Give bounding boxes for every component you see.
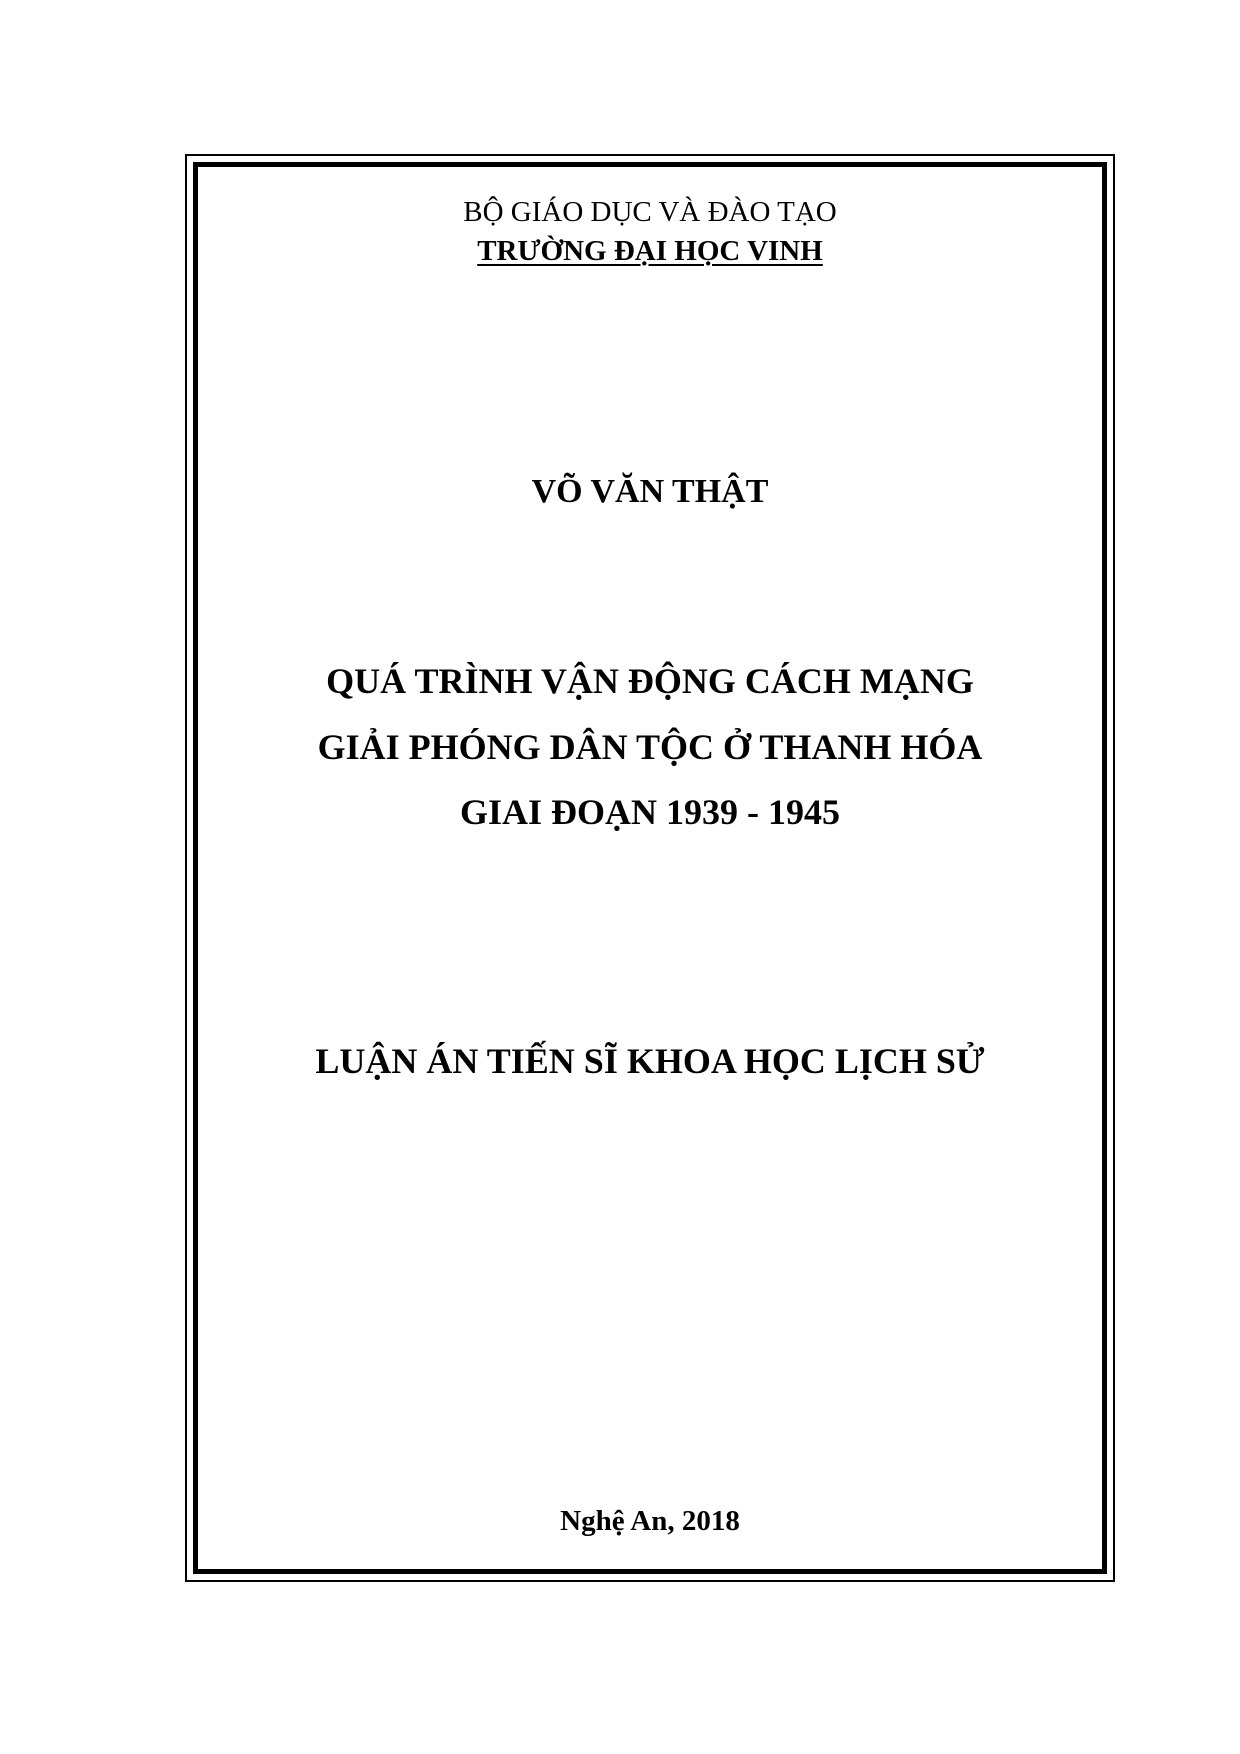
university-name <box>193 235 1107 268</box>
page-border-inner <box>193 162 1107 1574</box>
university-name-text: TRƯỜNG ĐẠI HỌC VINH <box>477 235 823 267</box>
thesis-title-line-1: QUÁ TRÌNH VẬN ĐỘNG CÁCH MẠNG <box>326 661 974 701</box>
ministry-name: BỘ GIÁO DỤC VÀ ĐÀO TẠO <box>463 196 837 228</box>
thesis-title-line-2: GIẢI PHÓNG DÂN TỘC Ở THANH HÓA <box>317 727 983 767</box>
author-name: VÕ VĂN THẬT <box>531 473 769 510</box>
thesis-title-line-3: GIAI ĐOẠN 1939 - 1945 <box>459 792 840 832</box>
place-and-year: Nghệ An, 2018 <box>560 1505 740 1537</box>
degree-type: LUẬN ÁN TIẾN SĨ KHOA HỌC LỊCH SỬ <box>315 1041 985 1081</box>
